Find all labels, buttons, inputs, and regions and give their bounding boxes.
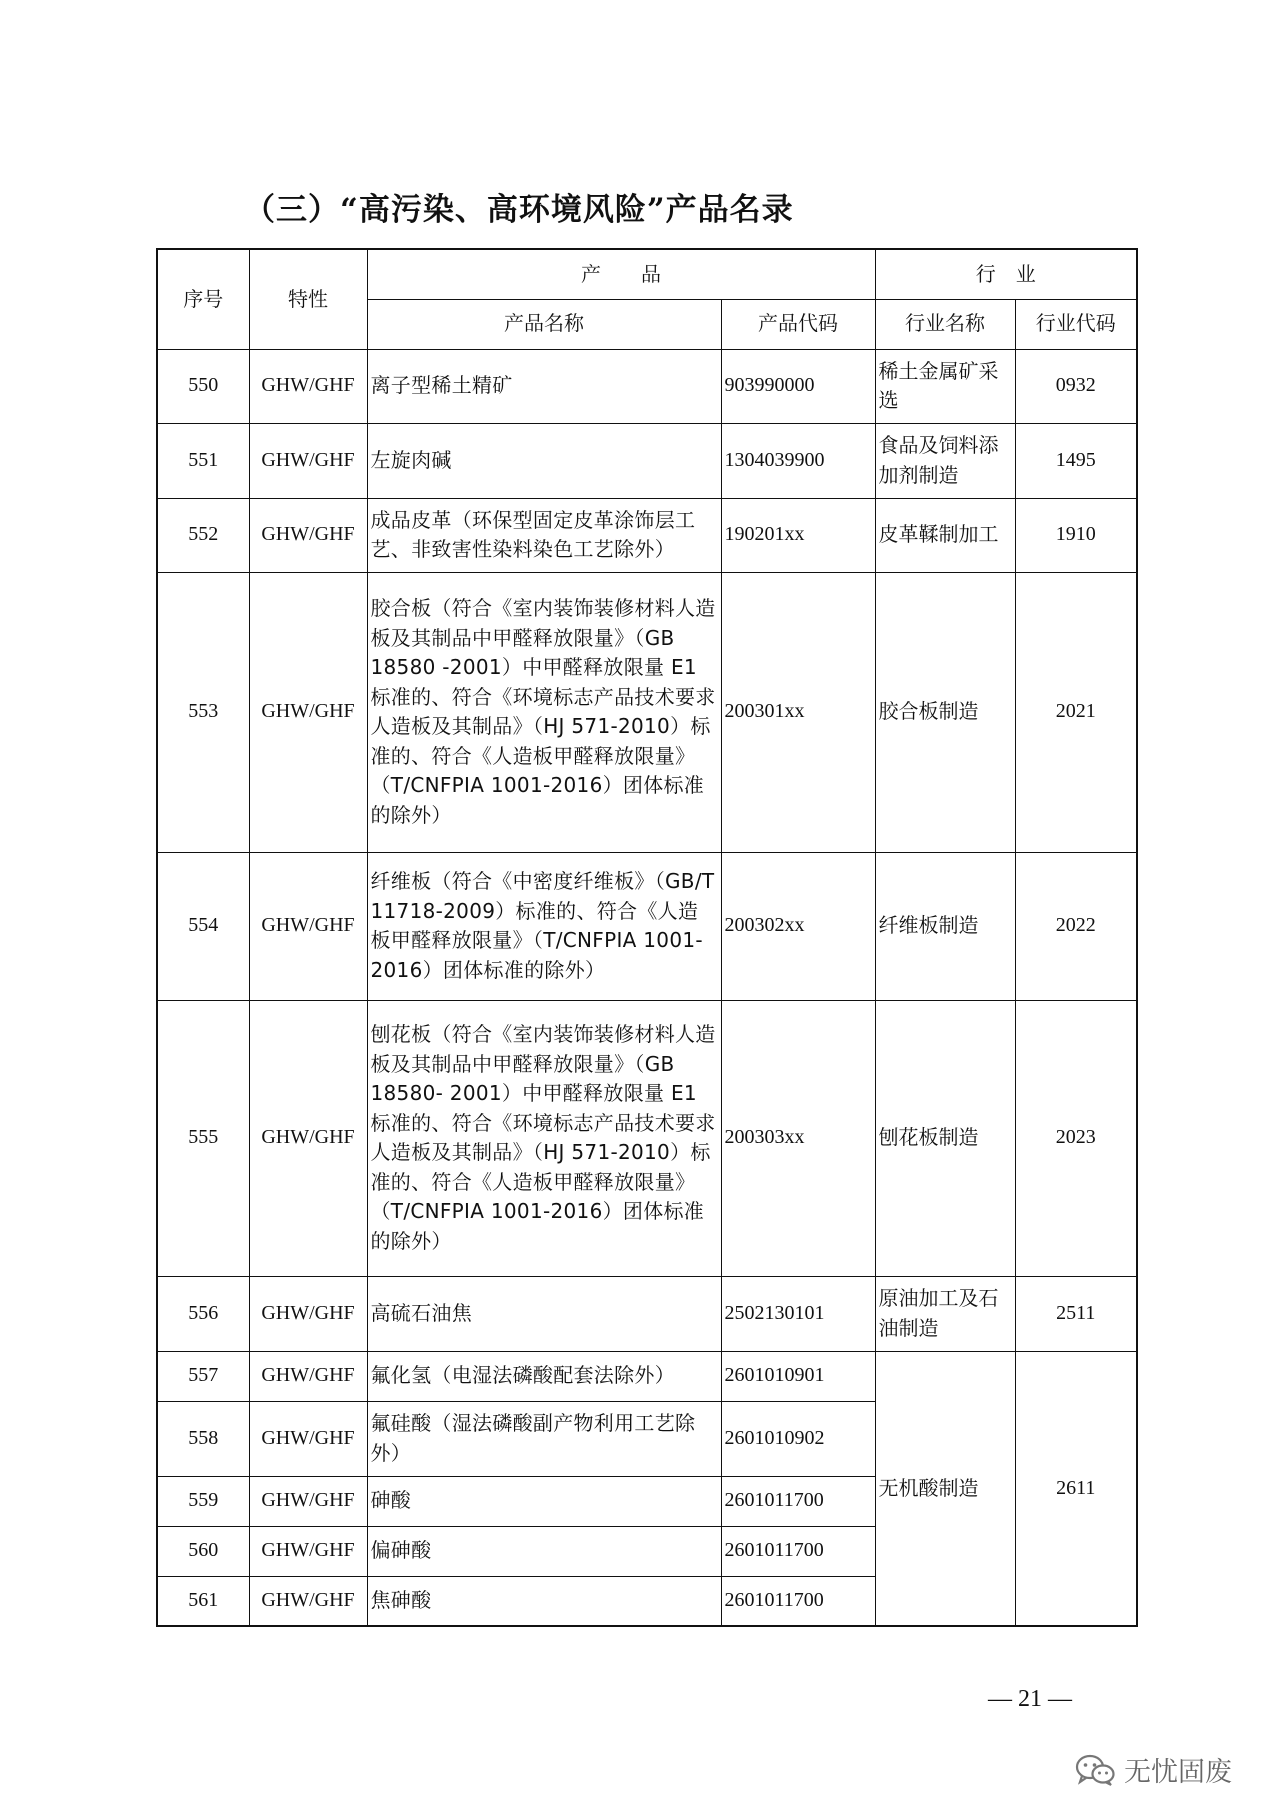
row-product-name: 焦砷酸 (367, 1576, 721, 1626)
row-seq: 560 (157, 1526, 249, 1576)
page-title: （三）“高污染、高环境风险”产品名录 (244, 192, 794, 228)
table-row (157, 1351, 1137, 1401)
row-seq: 550 (157, 349, 249, 423)
row-product-name: 纤维板（符合《中密度纤维板》（GB/T 11718-2009）标准的、符合《人造板甲醛释放限量》（T/CNFPIA 1001-2016）团体标准的除外） (367, 852, 721, 1000)
row-product-name: 刨花板（符合《室内装饰装修材料人造板及其制品中甲醛释放限量》（GB 18580- 2001）中甲醛释放限量 E1 标准的、符合《环境标志产品技术要求人造板及其制品》（HJ 571-2010）标准的、符合《人造板甲醛释放限量》（T/CNFPIA 1001-2016）团体标准的除外） (367, 1000, 721, 1276)
table-row (157, 349, 1137, 423)
wechat-icon (1074, 1753, 1116, 1787)
row-industry-name: 食品及饲料添加剂制造 (875, 423, 1015, 498)
row-trait: GHW/GHF (249, 423, 367, 498)
row-industry-name: 刨花板制造 (875, 1000, 1015, 1276)
row-industry-code: 2022 (1015, 852, 1137, 1000)
page-number: — 21 — (988, 1686, 1072, 1712)
row-industry-code: 2511 (1015, 1276, 1137, 1351)
header-seq: 序号 (157, 249, 249, 349)
row-product-code: 1304039900 (721, 423, 875, 498)
table-row (157, 1276, 1137, 1351)
header-industry-group: 行 业 (875, 249, 1137, 299)
row-industry-name: 胶合板制造 (875, 572, 1015, 852)
row-trait: GHW/GHF (249, 852, 367, 1000)
table-row (157, 852, 1137, 1000)
header-industry-name: 行业名称 (875, 299, 1015, 349)
row-trait: GHW/GHF (249, 1476, 367, 1526)
row-seq: 558 (157, 1401, 249, 1476)
row-product-name: 成品皮革（环保型固定皮革涂饰层工艺、非致害性染料染色工艺除外） (367, 498, 721, 572)
header-product-name: 产品名称 (367, 299, 721, 349)
row-product-code: 200303xx (721, 1000, 875, 1276)
row-product-code: 2601011700 (721, 1476, 875, 1526)
row-product-name: 氟硅酸（湿法磷酸副产物利用工艺除外） (367, 1401, 721, 1476)
row-product-code: 2502130101 (721, 1276, 875, 1351)
row-seq: 554 (157, 852, 249, 1000)
row-product-code: 200302xx (721, 852, 875, 1000)
row-seq: 559 (157, 1476, 249, 1526)
row-trait: GHW/GHF (249, 1351, 367, 1401)
row-trait: GHW/GHF (249, 1000, 367, 1276)
merged-industry-name: 无机酸制造 (875, 1351, 1015, 1626)
header-industry-code: 行业代码 (1015, 299, 1137, 349)
row-industry-name: 纤维板制造 (875, 852, 1015, 1000)
row-industry-code: 0932 (1015, 349, 1137, 423)
row-trait: GHW/GHF (249, 1401, 367, 1476)
row-product-name: 氟化氢（电湿法磷酸配套法除外） (367, 1351, 721, 1401)
row-trait: GHW/GHF (249, 572, 367, 852)
row-seq: 556 (157, 1276, 249, 1351)
row-product-code: 190201xx (721, 498, 875, 572)
row-industry-code: 1495 (1015, 423, 1137, 498)
row-product-code: 2601011700 (721, 1576, 875, 1626)
row-industry-code: 2021 (1015, 572, 1137, 852)
row-seq: 555 (157, 1000, 249, 1276)
row-product-code: 2601010901 (721, 1351, 875, 1401)
row-seq: 552 (157, 498, 249, 572)
product-table (156, 248, 1138, 1627)
row-seq: 551 (157, 423, 249, 498)
row-seq: 553 (157, 572, 249, 852)
row-industry-name: 稀土金属矿采选 (875, 349, 1015, 423)
row-seq: 557 (157, 1351, 249, 1401)
merged-industry-code: 2611 (1015, 1351, 1137, 1626)
row-product-name: 偏砷酸 (367, 1526, 721, 1576)
header-product-group: 产 品 (367, 249, 875, 299)
row-product-code: 2601011700 (721, 1526, 875, 1576)
row-product-code: 2601010902 (721, 1401, 875, 1476)
row-trait: GHW/GHF (249, 1576, 367, 1626)
row-trait: GHW/GHF (249, 1276, 367, 1351)
row-industry-name: 原油加工及石油制造 (875, 1276, 1015, 1351)
row-product-name: 离子型稀土精矿 (367, 349, 721, 423)
row-product-code: 200301xx (721, 572, 875, 852)
row-product-name: 左旋肉碱 (367, 423, 721, 498)
table-row (157, 423, 1137, 498)
watermark (1074, 1750, 1232, 1789)
row-industry-code: 2023 (1015, 1000, 1137, 1276)
header-trait: 特性 (249, 249, 367, 349)
row-trait: GHW/GHF (249, 1526, 367, 1576)
row-industry-code: 1910 (1015, 498, 1137, 572)
row-trait: GHW/GHF (249, 349, 367, 423)
row-seq: 561 (157, 1576, 249, 1626)
row-product-name: 胶合板（符合《室内装饰装修材料人造板及其制品中甲醛释放限量》（GB 18580 -2001）中甲醛释放限量 E1 标准的、符合《环境标志产品技术要求人造板及其制品》（HJ 571-2010）标准的、符合《人造板甲醛释放限量》（T/CNFPIA 1001-2016）团体标准的除外） (367, 572, 721, 852)
table-row (157, 498, 1137, 572)
table-row (157, 1000, 1137, 1276)
row-product-name: 高硫石油焦 (367, 1276, 721, 1351)
row-trait: GHW/GHF (249, 498, 367, 572)
row-product-name: 砷酸 (367, 1476, 721, 1526)
row-product-code: 903990000 (721, 349, 875, 423)
table-row (157, 572, 1137, 852)
row-industry-name: 皮革鞣制加工 (875, 498, 1015, 572)
header-product-code: 产品代码 (721, 299, 875, 349)
watermark-text: 无忧固废 (1124, 1757, 1232, 1788)
